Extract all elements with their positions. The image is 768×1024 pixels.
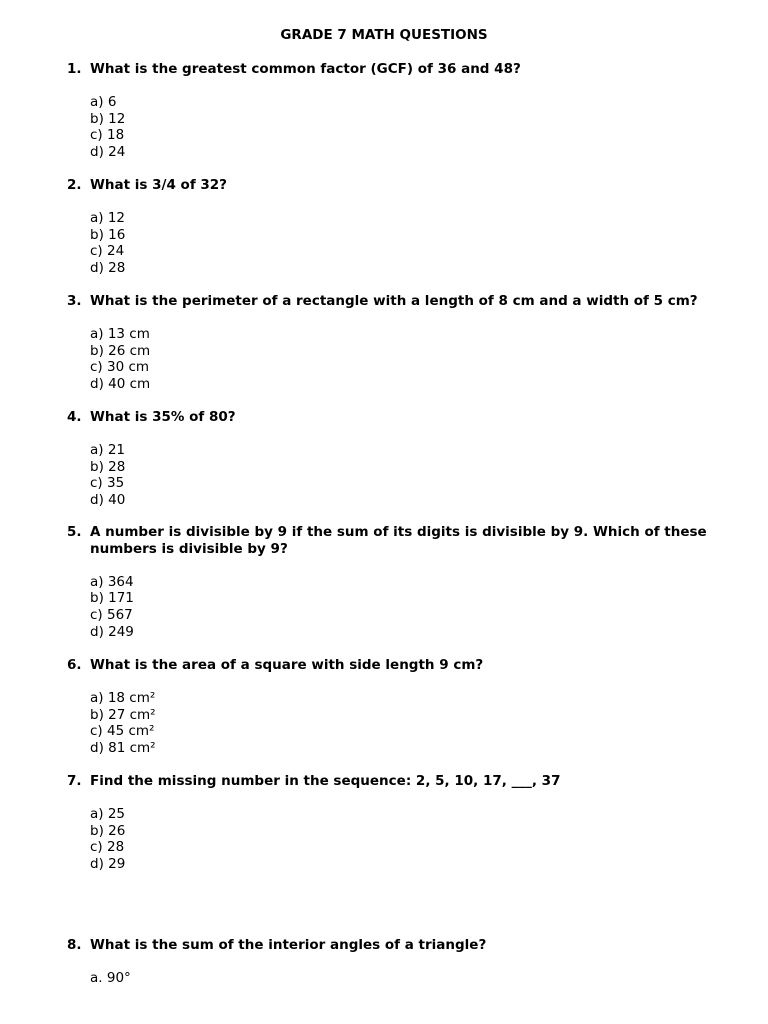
answer-options [90, 210, 732, 276]
question-number: 2. [67, 177, 82, 193]
question-number: 8. [67, 937, 82, 953]
answer-option-b: b) 171 [90, 590, 134, 607]
question-7 [67, 773, 732, 873]
answer-option-c: c) 24 [90, 243, 125, 260]
question-4 [67, 409, 732, 509]
question-number: 6. [67, 657, 82, 673]
answer-options [90, 690, 732, 756]
answer-options [90, 806, 732, 872]
answer-option-a: a) 18 cm² [90, 690, 156, 707]
answer-option-b: b) 26 [90, 822, 126, 839]
answer-option-a: a) 21 [90, 442, 126, 459]
answer-option-d: d) 249 [90, 623, 134, 640]
answer-option-b: b) 26 cm [90, 342, 151, 359]
answer-option-c: c) 30 cm [90, 359, 150, 376]
answer-option-a: a) 6 [90, 94, 117, 111]
answer-options [90, 970, 732, 987]
question-number: 3. [67, 293, 82, 309]
question-3 [67, 293, 732, 393]
question-number: 1. [67, 61, 82, 77]
answer-options [90, 574, 732, 640]
answer-option-a: a) 25 [90, 806, 126, 823]
question-text: What is 35% of 80? [90, 409, 236, 425]
answer-option-b: b) 16 [90, 226, 126, 243]
question-number: 4. [67, 409, 82, 425]
answer-option-c: c) 45 cm² [90, 723, 155, 740]
answer-option-d: d) 81 cm² [90, 739, 156, 756]
answer-option-d: d) 40 cm [90, 375, 151, 392]
answer-options [90, 94, 732, 160]
question-text: A number is divisible by 9 if the sum of its digits is divisible by 9. Which of these numbers is divisible by 9? [90, 524, 707, 557]
answer-option-d: d) 28 [90, 259, 126, 276]
question-1 [67, 61, 732, 161]
answer-option-d: d) 29 [90, 855, 126, 872]
question-text: What is the area of a square with side length 9 cm? [90, 657, 484, 673]
answer-option-c: c) 18 [90, 127, 125, 144]
answer-option-a: a. 90° [90, 970, 131, 987]
answer-option-b: b) 28 [90, 458, 126, 475]
question-text: What is the perimeter of a rectangle with a length of 8 cm and a width of 5 cm? [90, 293, 698, 309]
answer-option-c: c) 28 [90, 839, 125, 856]
answer-option-a: a) 364 [90, 573, 134, 590]
answer-option-a: a) 13 cm [90, 326, 150, 343]
answer-option-c: c) 567 [90, 606, 133, 623]
question-text: What is 3/4 of 32? [90, 177, 228, 193]
question-5 [67, 524, 732, 640]
answer-option-b: b) 27 cm² [90, 706, 156, 723]
question-text: What is the greatest common factor (GCF) of 36 and 48? [90, 61, 521, 77]
question-text: What is the sum of the interior angles of a triangle? [90, 937, 487, 953]
answer-options [90, 442, 732, 508]
answer-option-d: d) 40 [90, 491, 126, 508]
question-text: Find the missing number in the sequence: 2, 5, 10, 17, ___, 37 [90, 773, 561, 789]
question-6 [67, 657, 732, 757]
question-number: 7. [67, 773, 82, 789]
page-title: GRADE 7 MATH QUESTIONS [280, 27, 488, 43]
question-number: 5. [67, 524, 82, 540]
question-8 [67, 937, 732, 987]
answer-option-a: a) 12 [90, 210, 126, 227]
answer-options [90, 326, 732, 392]
answer-option-b: b) 12 [90, 110, 126, 127]
answer-option-d: d) 24 [90, 143, 126, 160]
answer-option-c: c) 35 [90, 475, 125, 492]
question-2 [67, 177, 732, 277]
